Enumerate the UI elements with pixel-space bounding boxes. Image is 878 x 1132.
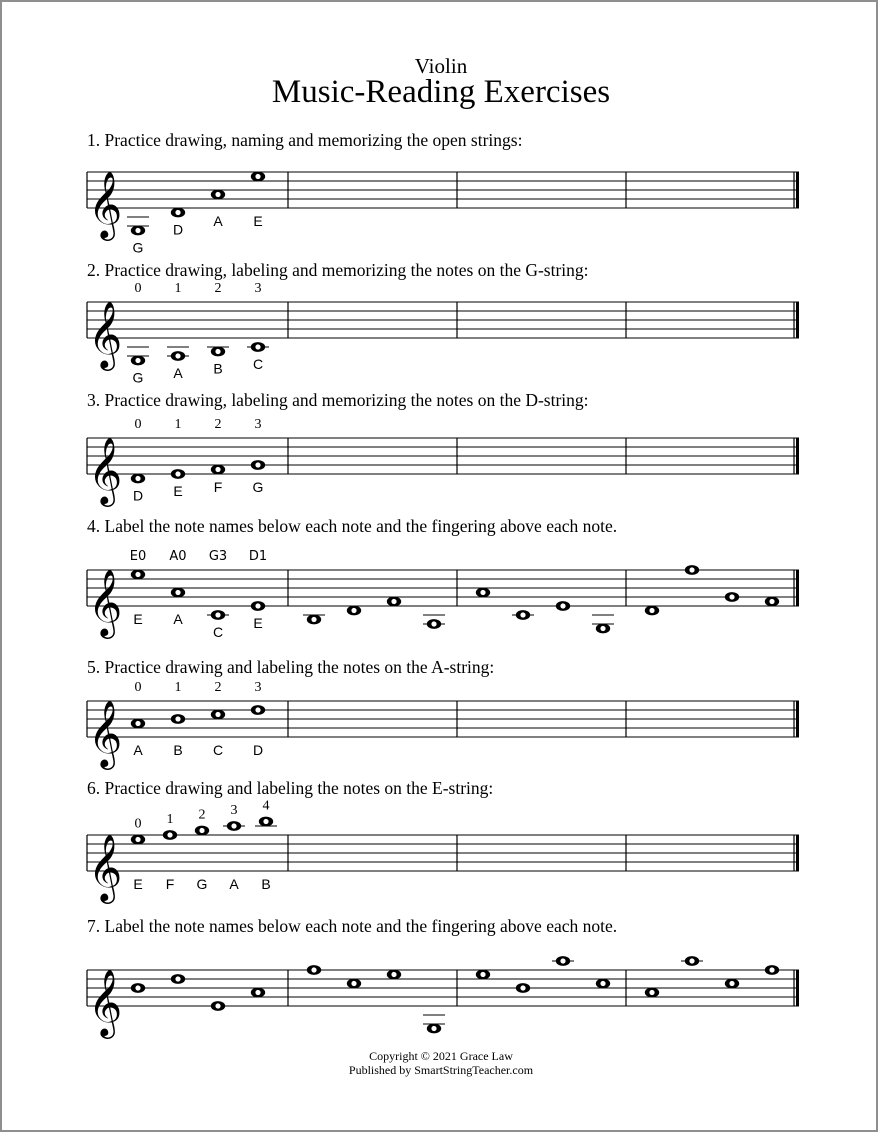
treble-clef-icon: 𝄞	[88, 436, 123, 504]
exercise-7-instruction: 7. Label the note names below each note and the fingering above each note.	[87, 916, 618, 936]
music-score	[2, 2, 876, 1130]
fingering-number: 3	[254, 680, 262, 695]
fingering-number: D1	[248, 549, 268, 564]
exercise-6-instruction: 6. Practice drawing and labeling the notes on the E-string:	[87, 778, 494, 798]
fingering-number: 3	[254, 281, 262, 296]
treble-clef-icon: 𝄞	[88, 968, 123, 1036]
fingering-number: E0	[129, 549, 147, 564]
exercise-1-instruction: 1. Practice drawing, naming and memorizing the open strings:	[87, 130, 523, 150]
note-name-label: C	[212, 624, 224, 640]
note-name-label: E	[253, 615, 263, 631]
fingering-number: 2	[214, 680, 222, 695]
treble-clef-icon: 𝄞	[88, 833, 123, 901]
fingering-number: 0	[134, 816, 142, 832]
note-name-label: E	[253, 213, 263, 229]
fingering-number: 3	[230, 803, 238, 818]
note-name-label: A	[173, 365, 183, 381]
copyright-text: Copyright © 2021 Grace Law	[369, 1049, 513, 1063]
fingering-number: 3	[254, 417, 262, 432]
fingering-number: 2	[198, 807, 206, 823]
exercise-2-instruction: 2. Practice drawing, labeling and memorizing the notes on the G-string:	[87, 260, 589, 280]
fingering-number: 0	[134, 680, 142, 695]
treble-clef-icon: 𝄞	[88, 699, 123, 767]
note-name-label: F	[213, 479, 223, 495]
treble-clef-icon: 𝄞	[88, 170, 123, 238]
fingering-number: 4	[262, 798, 270, 814]
note-name-label: E	[173, 483, 183, 499]
note-name-label: B	[213, 360, 223, 377]
treble-clef-icon: 𝄞	[88, 300, 123, 368]
note-name-label: G	[132, 369, 144, 386]
treble-clef-icon: 𝄞	[88, 568, 123, 636]
fingering-number: 2	[214, 417, 222, 432]
note-name-label: B	[173, 742, 183, 758]
fingering-number: A0	[169, 549, 187, 564]
exercise-5-instruction: 5. Practice drawing and labeling the notes on the A-string:	[87, 657, 495, 677]
note-name-label: G	[132, 239, 144, 256]
fingering-number: 0	[134, 417, 142, 432]
fingering-number: 1	[174, 281, 182, 296]
fingering-number: 2	[214, 281, 222, 296]
note-name-label: D	[252, 742, 264, 758]
note-name-label: C	[212, 742, 224, 758]
note-name-label: E	[133, 876, 143, 892]
note-name-label: D	[172, 221, 184, 238]
exercise-3-instruction: 3. Practice drawing, labeling and memorizing the notes on the D-string:	[87, 390, 589, 410]
fingering-number: 1	[166, 812, 174, 827]
fingering-number: 1	[174, 417, 182, 432]
fingering-number: 0	[134, 281, 142, 296]
publisher-text: Published by SmartStringTeacher.com	[348, 1063, 534, 1077]
exercise-4-instruction: 4. Label the note names below each note and the fingering above each note.	[87, 516, 618, 536]
note-name-label: D	[132, 487, 144, 504]
note-name-label: A	[229, 876, 239, 892]
instrument-subtitle: Violin	[414, 54, 468, 78]
note-name-label: A	[133, 742, 143, 758]
note-name-label: G	[252, 479, 264, 495]
fingering-number: G3	[208, 549, 228, 564]
page-title: Music-Reading Exercises	[271, 74, 611, 110]
note-name-label: B	[261, 876, 271, 892]
note-name-label: A	[213, 213, 223, 229]
fingering-number: 1	[174, 680, 182, 695]
note-name-label: G	[196, 876, 208, 892]
note-name-label: E	[133, 611, 143, 627]
note-name-label: A	[173, 611, 183, 627]
note-name-label: F	[165, 876, 175, 892]
note-name-label: C	[252, 356, 264, 372]
